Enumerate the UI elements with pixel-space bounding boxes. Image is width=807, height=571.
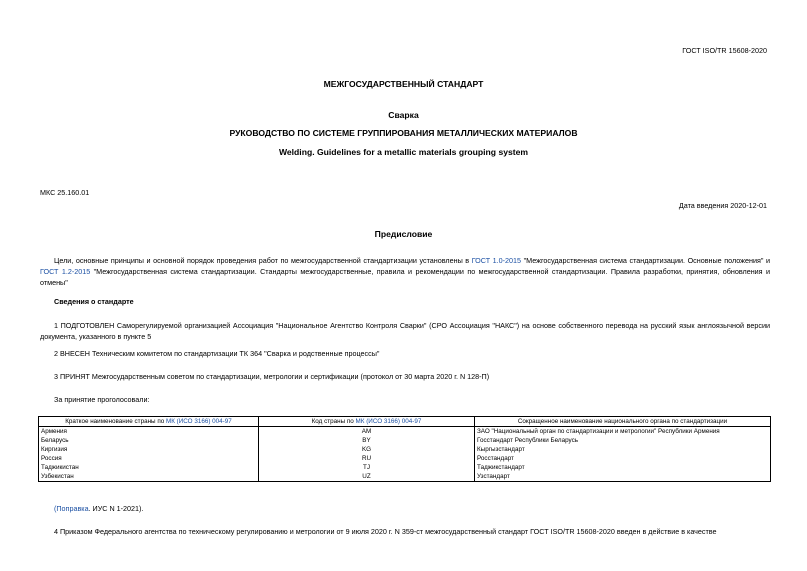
header-text: Краткое наименование страны по — [65, 418, 166, 425]
foreword-paragraph — [40, 255, 770, 288]
mks-code: МКС 25.160.01 — [40, 188, 90, 197]
table-row — [39, 463, 771, 472]
amendment-link[interactable]: (Поправка — [54, 504, 89, 513]
code-cell: RU — [259, 454, 475, 463]
country-cell: Беларусь — [39, 436, 259, 445]
item-4-order: 4 Приказом Федерального агентства по техническому регулированию и метрологии от 9 июля 2020 г. N 359-ст межгосударственный стандарт ГОСТ ISO/TR 15608-2020 введен в действие в качестве — [54, 527, 717, 536]
org-cell: Росстандарт — [475, 454, 771, 463]
item-2-submitted: 2 ВНЕСЕН Техническим комитетом по стандартизации ТК 364 "Сварка и родственные процессы" — [54, 349, 380, 358]
country-cell: Армения — [39, 427, 259, 437]
voting-countries-table — [38, 416, 771, 482]
item-3-adopted: 3 ПРИНЯТ Межгосударственным советом по стандартизации, метрологии и сертификации (протокол от 30 марта 2020 г. N 128-П) — [54, 372, 490, 381]
code-cell: UZ — [259, 472, 475, 482]
table-row — [39, 454, 771, 463]
table-header-row — [39, 417, 771, 427]
code-cell: AM — [259, 427, 475, 437]
table-row — [39, 427, 771, 437]
amendment-text: . ИУС N 1-2021). — [88, 504, 144, 513]
voted-label: За принятие проголосовали: — [54, 395, 150, 404]
header-country — [39, 417, 259, 427]
standard-type: МЕЖГОСУДАРСТВЕННЫЙ СТАНДАРТ — [323, 79, 484, 89]
org-cell: Кыргызстандарт — [475, 445, 771, 454]
org-cell: Госстандарт Республики Беларусь — [475, 436, 771, 445]
standard-name-ru: РУКОВОДСТВО ПО СИСТЕМЕ ГРУППИРОВАНИЯ МЕТАЛЛИЧЕСКИХ МАТЕРИАЛОВ — [229, 128, 578, 138]
org-cell: Таджикстандарт — [475, 463, 771, 472]
doc-code: ГОСТ ISO/TR 15608-2020 — [682, 46, 767, 55]
paragraph-text: Цели, основные принципы и основной порядок проведения работ по межгосударственной стандартизации установлены в — [54, 256, 472, 265]
foreword-heading: Предисловие — [374, 229, 433, 239]
standard-name-en: Welding. Guidelines for a metallic materials grouping system — [278, 147, 529, 157]
table-row — [39, 445, 771, 454]
table-row — [39, 472, 771, 482]
item-1-prepared: 1 ПОДГОТОВЛЕН Саморегулируемой организацией Ассоциация "Национальное Агентство Контроля Сварки" (СРО Ассоциация "НАКС") на основе собственного перевода на русский язык англоязычной версии документа, указанного в пункте 5 — [40, 321, 770, 341]
country-cell: Узбекистан — [39, 472, 259, 482]
code-cell: BY — [259, 436, 475, 445]
country-cell: Киргизия — [39, 445, 259, 454]
paragraph-text: "Межгосударственная система стандартизации. Стандарты межгосударственные, правила и рекомендации по межгосударственной стандартизации. Правила разработки, принятия, обновления и отмены" — [40, 267, 770, 287]
mk-iso-link[interactable]: МК (ИСО 3166) 004-97 — [355, 418, 422, 425]
header-text: Код страны по — [311, 418, 356, 425]
code-cell: KG — [259, 445, 475, 454]
paragraph-text: "Межгосударственная система стандартизации. Основные положения" и — [521, 256, 770, 265]
org-cell: ЗАО "Национальный орган по стандартизации и метрологии" Республики Армения — [475, 427, 771, 437]
country-cell: Таджикистан — [39, 463, 259, 472]
intro-date: Дата введения 2020-12-01 — [678, 201, 767, 210]
header-org: Сокращенное наименование национального органа по стандартизации — [475, 417, 771, 427]
org-cell: Узстандарт — [475, 472, 771, 482]
table-row — [39, 436, 771, 445]
country-cell: Россия — [39, 454, 259, 463]
subject-title: Сварка — [388, 110, 419, 120]
amendment-note — [54, 504, 143, 513]
code-cell: TJ — [259, 463, 475, 472]
mk-iso-link[interactable]: МК (ИСО 3166) 004-97 — [165, 418, 232, 425]
header-code — [259, 417, 475, 427]
gost-1-0-link[interactable]: ГОСТ 1.0-2015 — [471, 256, 522, 265]
info-heading: Сведения о стандарте — [54, 297, 134, 306]
gost-1-2-link[interactable]: ГОСТ 1.2-2015 — [40, 267, 91, 276]
